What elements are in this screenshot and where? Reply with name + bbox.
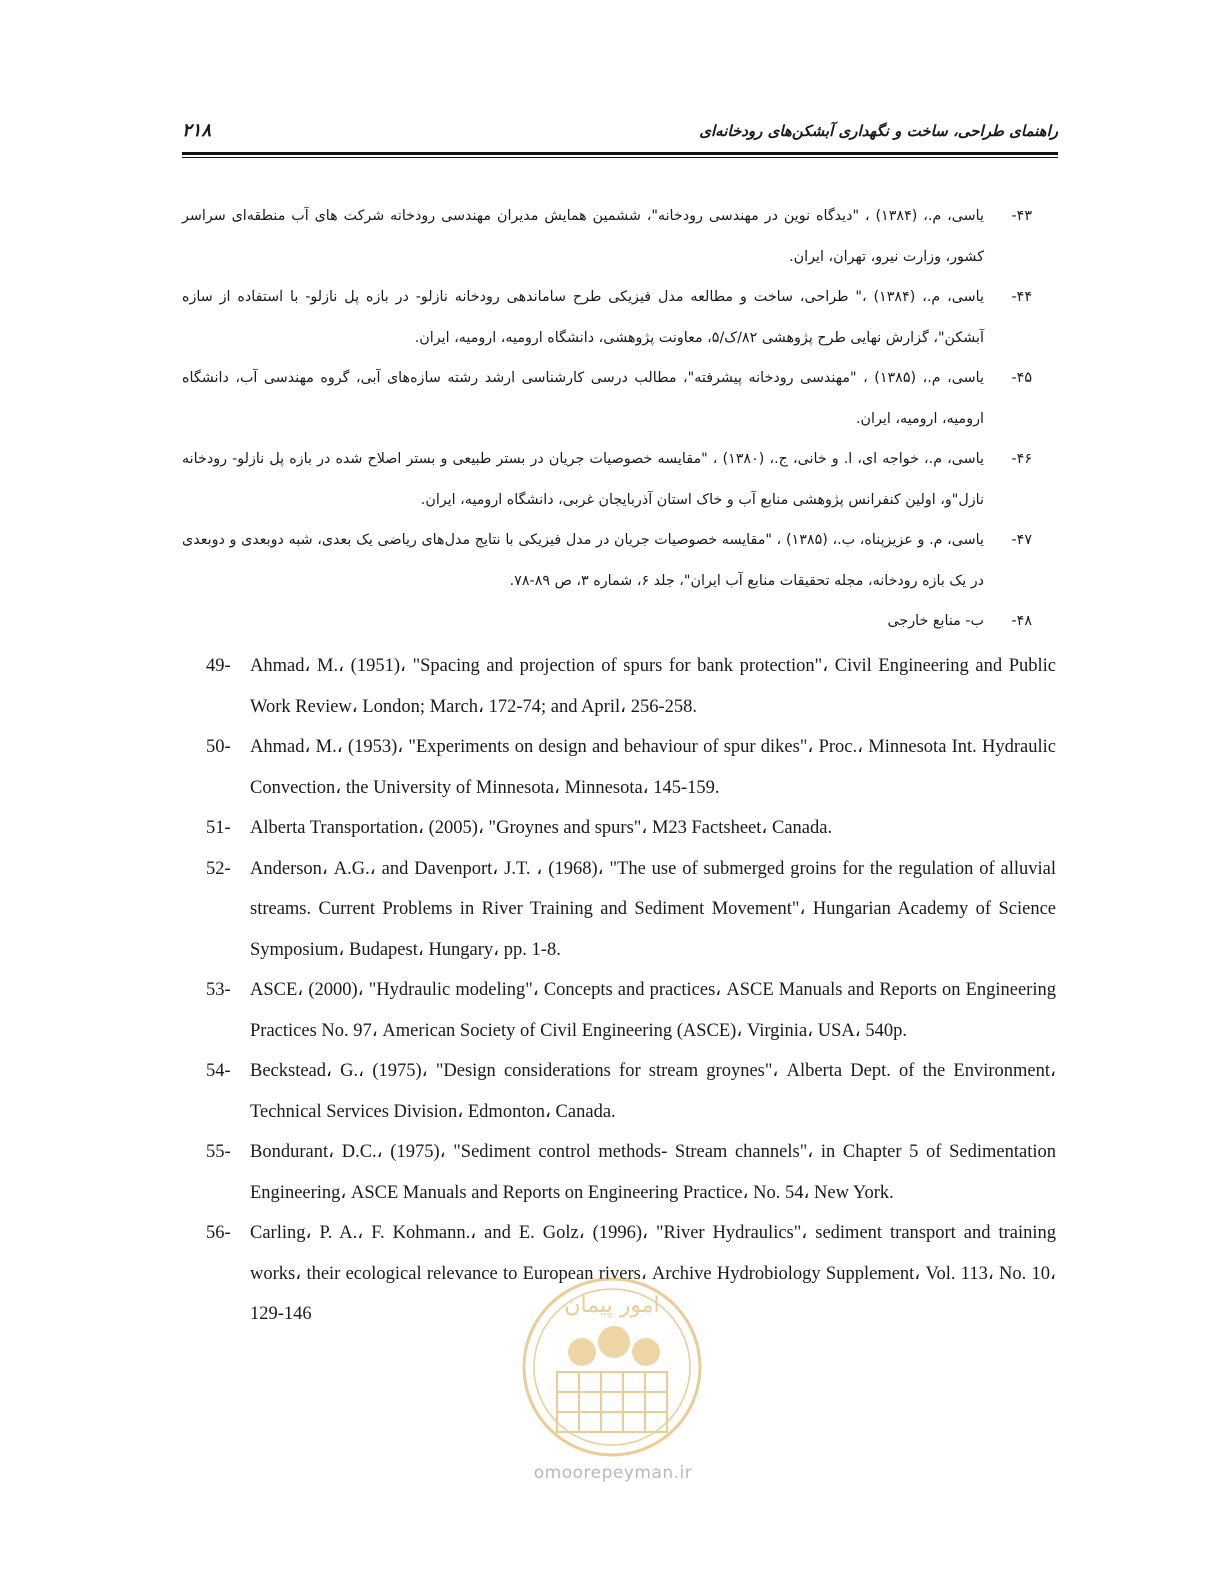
reference-text: ASCE، (2000)، "Hydraulic modeling"، Concepts and practices، ASCE Manuals and Reports on Engineering Practices No. 97، American Society of Civil Engineering (ASCE)، Virginia، USA، 540p. [250,980,1056,1041]
reference-item [182,439,1032,520]
reference-number: 56- [206,1223,231,1243]
section-heading-text: ب- منابع خارجی [887,613,984,629]
reference-number: ۴۷- [1011,532,1032,548]
reference-text: یاسی، م.، خواجه ای، ا. و خانی، ج.، (۱۳۸۰) ، "مقایسه خصوصیات جریان در بستر طبیعی و بستر اصلاح شده در بازه پل نازلو- رودخانه نازل"و، اولین کنفرانس پژوهشی منابع آب و خاک استان آذربایجان غربی، دانشگاه ارومیه، ایران. [182,451,984,508]
page-number: ۲۱۸ [182,120,212,141]
reference-number: 50- [206,737,231,757]
reference-text: یاسی، م.، (۱۳۸۴) ،" طراحی، ساخت و مطالعه مدل فیزیکی طرح ساماندهی رودخانه نازلو- در بازه پل نازلو- با استفاده از سازه آبشکن"، گزارش نهایی طرح پژوهشی ۸۲/ک/۵، معاونت پژوهشی، دانشگاه ارومیه، ارومیه، ایران. [182,289,984,346]
reference-number: ۴۳- [1011,208,1032,224]
reference-text: Ahmad، M.، (1953)، "Experiments on design and behaviour of spur dikes"، Proc.، Minnesota Int. Hydraulic Convection، the University of Minnesota، Minnesota، 145-159. [250,737,1056,798]
reference-number: 53- [206,980,231,1000]
reference-number: 51- [206,818,231,838]
reference-item [182,277,1032,358]
reference-item [206,808,1056,849]
reference-text: Carling، P. A.، F. Kohmann.، and E. Golz، (1996)، "River Hydraulics"، sediment transport and training works، their ecological relevance to European rivers، Archive Hydrobiology Supplement، Vol. 113، No. 10، 129-146 [250,1223,1056,1324]
reference-text: Anderson، A.G.، and Davenport، J.T. ، (1968)، "The use of submerged groins for the regulation of alluvial streams. Current Problems in River Training and Sediment Movement"، Hungarian Academy of Science Symposium، Budapest، Hungary، pp. 1-8. [250,858,1056,960]
reference-item [206,1132,1056,1213]
reference-text: Bondurant، D.C.، (1975)، "Sediment control methods- Stream channels"، in Chapter 5 of Sedimentation Engineering، ASCE Manuals and Reports on Engineering Practice، No. 54، New York. [250,1142,1056,1203]
watermark-logo-text: امور پیمان [564,1293,660,1318]
reference-item [182,520,1032,601]
reference-text: Ahmad، M.، (1951)، "Spacing and projection of spurs for bank protection"، Civil Engineering and Public Work Review، London; March، 172-74; and April، 256-258. [250,656,1056,717]
reference-item [206,1051,1056,1132]
reference-number: ۴۴- [1011,289,1032,305]
reference-item [206,727,1056,808]
reference-text: یاسی، م.، (۱۳۸۵) ، "مهندسی رودخانه پیشرفته"، مطالب درسی کارشناسی ارشد رشته سازه‌های آبی، گروه مهندسی آب، دانشگاه ارومیه، ارومیه، ایران. [182,370,985,427]
persian-reference-list [182,196,1032,642]
reference-number: ۴۸- [1011,613,1032,629]
reference-text: یاسی، م.، (۱۳۸۴) ، "دیدگاه نوین در مهندسی رودخانه"، ششمین همایش مدیران مهندسی رودخانه شرکت های آب منطقه‌ای سراسر کشور، وزارت نیرو، تهران، ایران. [182,208,984,265]
reference-item [182,196,1032,277]
reference-item [206,849,1056,971]
section-heading-foreign-sources [182,601,1032,642]
header-rule-thick [182,152,1058,155]
reference-text: یاسی، م. و عزیزپناه، ب.، (۱۳۸۵) ، "مقایسه خصوصیات جریان در مدل فیزیکی با نتایج مدل‌های ریاضی یک بعدی، شبه دوبعدی و دوبعدی در یک بازه رودخانه، مجله تحقیقات منابع آب ایران"، جلد ۶، شماره ۳، ص ۸۹-۷۸. [182,532,984,589]
reference-number: ۴۶- [1011,451,1032,467]
reference-number: 49- [206,656,231,676]
reference-number: 52- [206,858,231,879]
english-reference-list [206,646,1056,1335]
watermark-logo-icon [502,1272,722,1462]
reference-number: 55- [206,1142,231,1162]
watermark-site-text: omoorepeyman.ir [533,1463,693,1483]
reference-item [206,970,1056,1051]
reference-text: Alberta Transportation، (2005)، "Groynes and spurs"، M23 Factsheet، Canada. [250,818,833,838]
reference-number: ۴۵- [1011,370,1032,386]
reference-text: Beckstead، G.، (1975)، "Design considerations for stream groynes"، Alberta Dept. of the Environment، Technical Services Division، Edmonton، Canada. [250,1061,1056,1122]
running-title: راهنمای طراحی، ساخت و نگهداری آبشکن‌های رودخانه‌ای [699,122,1058,140]
header-rule-thin [182,157,1058,158]
reference-number: 54- [206,1061,231,1081]
page-header [182,118,1058,150]
reference-item [182,358,1032,439]
reference-item [206,646,1056,727]
